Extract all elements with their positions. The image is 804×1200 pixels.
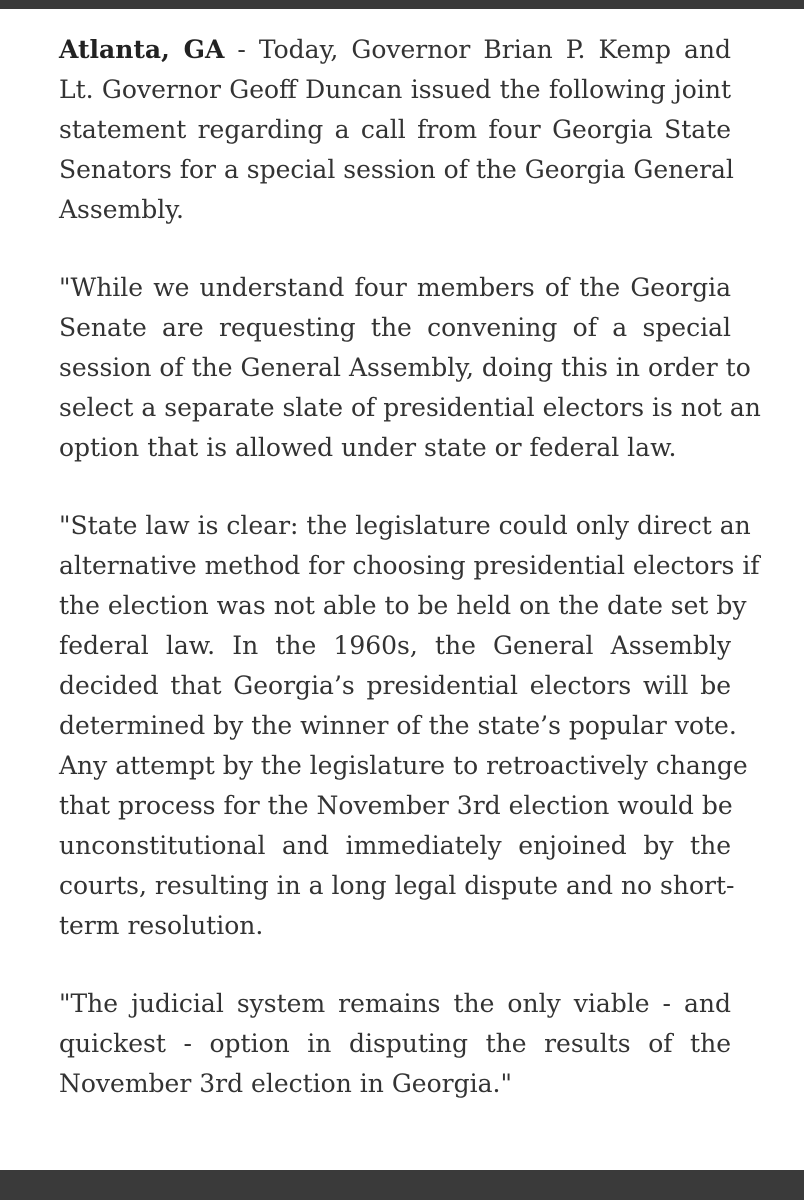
text-line: alternative method for choosing presidential electors if — [59, 551, 760, 580]
paragraph-quote-1 — [59, 268, 761, 468]
text-line: term resolution. — [59, 911, 264, 940]
text-line: federal law. In the 1960s, the General Assembly — [59, 631, 731, 660]
text-line: unconstitutional and immediately enjoined by the — [59, 831, 731, 860]
text-line: that process for the November 3rd election would be — [59, 791, 733, 820]
text-line: Senators for a special session of the Georgia General — [59, 155, 734, 184]
text-line: "The judicial system remains the only viable - and — [59, 989, 731, 1018]
text-line: Senate are requesting the convening of a special — [59, 313, 731, 342]
paragraph-intro — [59, 30, 734, 230]
paragraph-quote-3 — [59, 984, 731, 1104]
text-line: courts, resulting in a long legal dispute and no short- — [59, 871, 735, 900]
text-line: Assembly. — [59, 195, 184, 224]
bottom-bar — [0, 1170, 804, 1200]
press-release-body — [59, 30, 761, 1142]
text-line: statement regarding a call from four Georgia State — [59, 115, 731, 144]
text-line: session of the General Assembly, doing this in order to — [59, 353, 751, 382]
text-line: determined by the winner of the state’s popular vote. — [59, 711, 737, 740]
dateline: Atlanta, GA — [59, 35, 225, 64]
text-line: November 3rd election in Georgia." — [59, 1069, 512, 1098]
text-line: decided that Georgia’s presidential electors will be — [59, 671, 731, 700]
text-line: the election was not able to be held on the date set by — [59, 591, 747, 620]
top-bar — [0, 0, 804, 9]
text-line: quickest - option in disputing the results of the — [59, 1029, 731, 1058]
text-line: Lt. Governor Geoff Duncan issued the following joint — [59, 75, 731, 104]
text-line: "While we understand four members of the Georgia — [59, 273, 731, 302]
text-line: "State law is clear: the legislature could only direct an — [59, 511, 751, 540]
text-line: Any attempt by the legislature to retroactively change — [59, 751, 748, 780]
text-line: Atlanta, GA - Today, Governor Brian P. Kemp and — [59, 35, 732, 64]
text-line: select a separate slate of presidential electors is not an — [59, 393, 761, 422]
paragraph-quote-2 — [59, 506, 760, 946]
text-line: option that is allowed under state or federal law. — [59, 433, 677, 462]
